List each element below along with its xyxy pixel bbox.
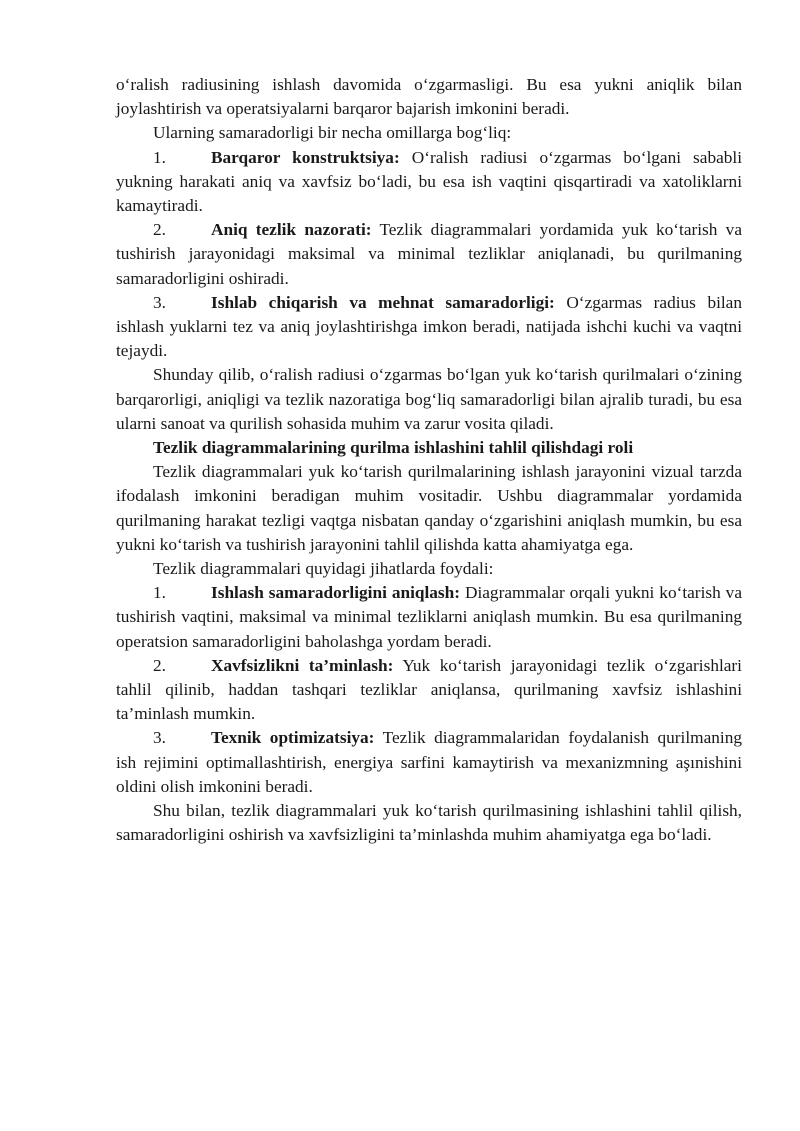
aspect-title: Xavfsizlikni ta’minlash: xyxy=(211,655,394,675)
paragraph-factors-intro: Ularning samaradorligi bir necha omillarga bog‘liq: xyxy=(153,123,512,143)
paragraph-summary: Shunday qilib, o‘ralish radiusi o‘zgarmas bo‘lgan yuk ko‘tarish qurilmalari o‘zining barqarorligi, aniqligi va tezlik nazoratiga bog‘liq samaradorligi bilan ajralib turadi, bu esa ularni sanoat va qurilish sohasida muhim va zarur vosita qiladi. xyxy=(116,365,742,433)
aspect-title: Ishlash samaradorligini aniqlash: xyxy=(211,583,461,603)
factor-title: Barqaror konstruktsiya: xyxy=(211,147,400,167)
aspect-item-2 xyxy=(116,654,742,727)
factor-text: O‘ralish radiusi o‘zgarmas bo‘lgani sababli yukning harakati aniq va xavfsiz bo‘ladi, bu esa ish vaqtini qisqartiradi va xatoliklarni kamaytiradi. xyxy=(116,147,742,216)
aspect-text: Yuk ko‘tarish jarayonidagi tezlik o‘zgarishlari tahlil qilinib, haddan tashqari tezliklar aniqlansa, qurilmaning xavfsiz ishlashini ta’minlash mumkin. xyxy=(116,655,742,724)
factor-text: Tezlik diagrammalari yordamida yuk ko‘tarish va tushirish jarayonidagi maksimal va minimal tezliklar aniqlanadi, bu qurilmaning samaradorligini oshiradi. xyxy=(116,220,742,288)
paragraph-conclusion: Shu bilan, tezlik diagrammalari yuk ko‘tarish qurilmasining ishlashini tahlil qilish, samaradorligini oshirish va xavfsizligini ta’minlashda muhim ahamiyatga ega bo‘ladi. xyxy=(116,801,742,845)
factor-title: Ishlab chiqarish va mehnat samaradorligi: xyxy=(211,292,555,312)
factor-text: O‘zgarmas radius bilan ishlash yuklarni tez va aniq joylashtirishga imkon beradi, natijada ishchi kuchi va vaqtni tejaydi. xyxy=(116,292,742,361)
aspect-title: Texnik optimizatsiya: xyxy=(211,728,375,748)
factor-item-3 xyxy=(116,291,742,364)
list-number: 2. xyxy=(153,655,166,675)
list-number: 1. xyxy=(153,583,166,603)
paragraph-intro-continuation: o‘ralish radiusining ishlash davomida o‘zgarmasligi. Bu esa yukni aniqlik bilan joylashtirish va operatsiyalarni barqaror bajarish imkonini beradi. xyxy=(116,75,742,119)
list-number: 3. xyxy=(153,728,166,748)
aspect-text: Diagrammalar orqali yukni ko‘tarish va tushirish vaqtini, maksimal va minimal tezliklarni aniqlash mumkin. Bu esa qurilmaning operatsion samaradorligini baholashga yordam beradi. xyxy=(116,583,742,651)
section-heading: Tezlik diagrammalarining qurilma ishlashini tahlil qilishdagi roli xyxy=(153,438,634,458)
document-page xyxy=(116,73,742,848)
factor-item-1 xyxy=(116,146,742,219)
factor-title: Aniq tezlik nazorati: xyxy=(211,220,372,240)
paragraph-useful-intro: Tezlik diagrammalari quyidagi jihatlarda foydali: xyxy=(153,559,494,579)
aspect-text: Tezlik diagrammalaridan foydalanish qurilmaning ish rejimini optimallashtirish, energiya sarfini kamaytirish va mexanizmning aşınishini oldini olish imkonini beradi. xyxy=(116,728,742,796)
aspect-item-3 xyxy=(116,726,742,799)
paragraph-diagrams: Tezlik diagrammalari yuk ko‘tarish qurilmalarining ishlash jarayonini vizual tarzda ifodalash imkonini beradigan muhim vositadir. Ushbu diagrammalar yordamida qurilmaning harakat tezligi vaqtga nisbatan qanday o‘zgarishini aniqlash mumkin, bu esa yukni ko‘tarish va tushirish jarayonini tahlil qilishda katta ahamiyatga ega. xyxy=(116,462,742,554)
list-number: 2. xyxy=(153,220,166,240)
factor-item-2 xyxy=(116,218,742,291)
list-number: 3. xyxy=(153,292,166,312)
list-number: 1. xyxy=(153,147,166,167)
aspect-item-1 xyxy=(116,581,742,654)
